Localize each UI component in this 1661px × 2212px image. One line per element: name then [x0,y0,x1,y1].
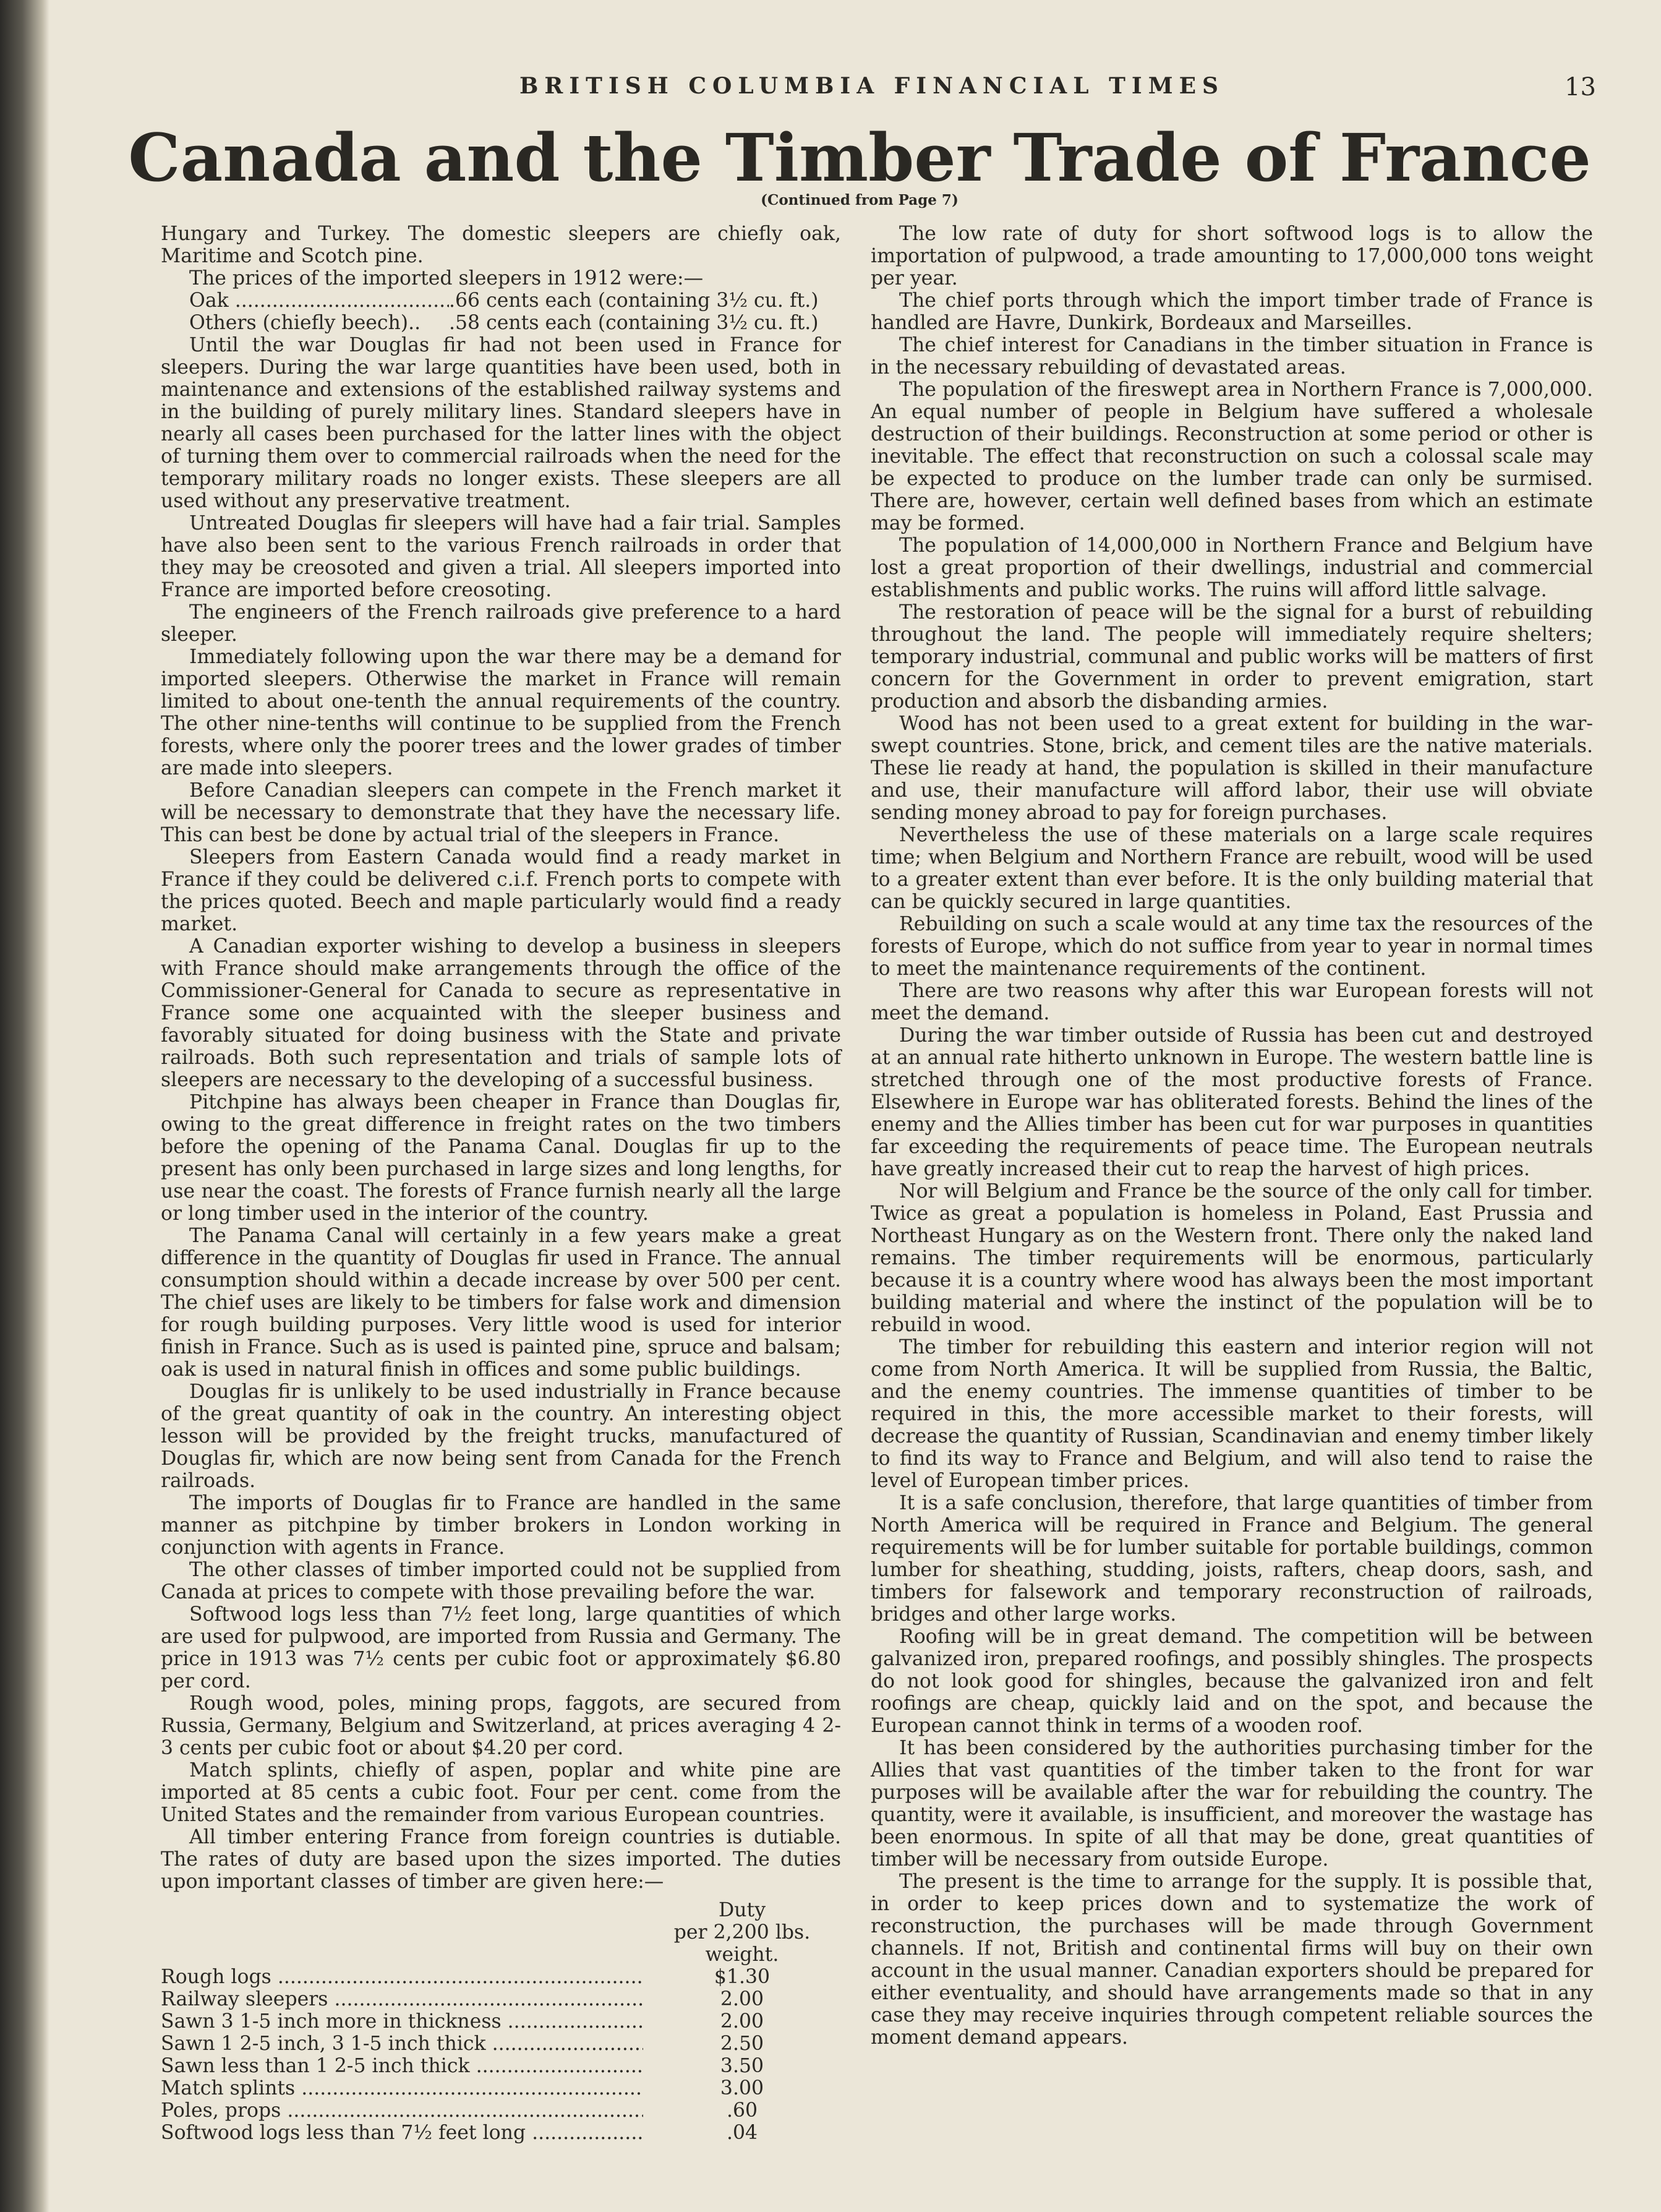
duty-header: per 2,200 lbs. [673,1921,811,1944]
duty-row [161,2033,841,2055]
paragraph: Match splints, chiefly of aspen, poplar and white pine are imported at 85 cents a cubic foot. Four per cent. come from the United States and the remainder from various European countries. [161,1759,841,1826]
price-value: .66 cents each (containing 3½ cu. ft.) [449,289,819,312]
duty-row [161,2077,841,2099]
duty-row [161,2122,841,2144]
article-title: Canada and the Timber Trade of France [128,119,1591,196]
paragraph: The chief ports through which the import timber trade of France is handled are Havre, Dunkirk, Bordeaux and Marseilles. [871,289,1593,334]
duty-value: 2.00 [720,1988,764,2010]
paragraph: Before Canadian sleepers can compete in the French market it will be necessary to demonstrate that they have the necessary life. This can best be done by actual trial of the sleepers in France. [161,779,841,846]
duty-value: $1.30 [714,1966,771,1988]
publication-masthead: BRITISH COLUMBIA FINANCIAL TIMES [519,73,1225,99]
duty-item: Softwood logs less than 7½ feet long ..... [161,2122,643,2144]
page-binding-shadow [0,0,49,2212]
paragraph: Nevertheless the use of these materials on a large scale requires time; when Belgium and Northern France are rebuilt, wood will be used to a greater extent than ever before. It is the only building material that can be quickly secured in large quantities. [871,824,1593,913]
duty-value: 2.50 [720,2033,764,2055]
paragraph: The population of 14,000,000 in Northern France and Belgium have lost a great proportion of their dwellings, industrial and commercial establishments and public works. The ruins will afford little salvage. [871,534,1593,601]
duty-item: Rough logs ..... [161,1966,643,1988]
paragraph: Immediately following upon the war there may be a demand for imported sleepers. Otherwise the market in France will remain limited to about one-tenth the annual requirements of the country. The other nine-tenths will continue to be supplied from the French forests, where only the poorer trees and the lower grades of timber are made into sleepers. [161,646,841,779]
left-column [161,223,841,2144]
paragraph: The timber for rebuilding this eastern and interior region will not come from North America. It will be supplied from Russia, the Baltic, and the enemy countries. The immense quantities of timber to be required in this, the more accessible market to their forests, will decrease the quantity of Russian, Scandinavian and enemy timber likely to find its way to France and Belgium, and will also tend to raise the level of European timber prices. [871,1336,1593,1492]
duty-row [161,1966,841,1988]
duty-row [161,2099,841,2122]
duty-value: 3.00 [720,2077,764,2099]
price-label: Oak ..... [161,289,449,312]
price-value: .58 cents each (containing 3½ cu. ft.) [449,312,819,334]
paragraph: Untreated Douglas fir sleepers will have had a fair trial. Samples have also been sent to the various French railroads in order that they may be creosoted and given a trial. All sleepers imported into France are imported before creosoting. [161,512,841,601]
paragraph: All timber entering France from foreign countries is dutiable. The rates of duty are based upon the sizes imported. The duties upon important classes of timber are given here:— [161,1826,841,1893]
paragraph: Rough wood, poles, mining props, faggots, are secured from Russia, Germany, Belgium and Switzerland, at prices averaging 4 2-3 cents per cubic foot or about $4.20 per cord. [161,1692,841,1759]
paragraph: A Canadian exporter wishing to develop a business in sleepers with France should make arrangements through the office of the Commissioner-General for Canada to secure as representative in France some one acquainted with the sleeper business and favorably situated for doing business with the State and private railroads. Both such representation and trials of sample lots of sleepers are necessary to the developing of a successful business. [161,935,841,1091]
paragraph: The other classes of timber imported could not be supplied from Canada at prices to compete with those prevailing before the war. [161,1559,841,1603]
paragraph: Sleepers from Eastern Canada would find a ready market in France if they could be delivered c.i.f. French ports to compete with the prices quoted. Beech and maple particularly would find a ready market. [161,846,841,935]
paragraph: Nor will Belgium and France be the source of the only call for timber. Twice as great a population is homeless in Poland, East Prussia and Northeast Hungary as on the Western front. There only the naked land remains. The timber requirements will be enormous, particularly because it is a country where wood has always been the most important building material and where the instinct of the population will be to rebuild in wood. [871,1180,1593,1336]
duty-item: Poles, props ..... [161,2099,643,2122]
duty-item: Sawn 1 2-5 inch, 3 1-5 inch thick ..... [161,2033,643,2055]
right-column [871,223,1593,2049]
price-label: Others (chiefly beech).. [189,312,421,334]
duty-item: Sawn 3 1-5 inch more in thickness ..... [161,2010,643,2033]
duty-value: .04 [726,2122,758,2144]
paragraph: Douglas fir is unlikely to be used industrially in France because of the great quantity of oak in the country. An interesting object lesson will be provided by the freight trucks, manufactured of Douglas fir, which are now being sent from Canada for the French railroads. [161,1381,841,1492]
paragraph: The present is the time to arrange for the supply. It is possible that, in order to keep prices down and to systematize the work of reconstruction, the purchases will be made through Government channels. If not, British and continental firms will buy on their own account in the usual manner. Canadian exporters should be prepared for either eventuality, and should have arrangements made so that in any case they may receive inquiries through competent reliable sources the moment demand appears. [871,1871,1593,2049]
price-row [161,289,841,312]
paragraph: The engineers of the French railroads give preference to a hard sleeper. [161,601,841,646]
paragraph: Until the war Douglas fir had not been used in France for sleepers. During the war large quantities have been used, both in maintenance and extensions of the established railway systems and in the building of purely military lines. Standard sleepers have in nearly all cases been purchased for the latter lines with the object of turning them over to commercial railroads when the need for the temporary military roads no longer exists. These sleepers are all used without any preservative treatment. [161,334,841,512]
duty-table [161,1899,841,2144]
paragraph: The imports of Douglas fir to France are handled in the same manner as pitchpine by timber brokers in London working in conjunction with agents in France. [161,1492,841,1559]
duty-item: Railway sleepers ..... [161,1988,643,2010]
duty-row [161,1988,841,2010]
paragraph: The low rate of duty for short softwood logs is to allow the importation of pulpwood, a trade amounting to 17,000,000 tons weight per year. [871,223,1593,289]
duty-value: 2.00 [720,2010,764,2033]
paragraph: Rebuilding on such a scale would at any time tax the resources of the forests of Europe, which do not suffice from year to year in normal times to meet the maintenance requirements of the continent. [871,913,1593,980]
duty-row [161,2055,841,2077]
paragraph: It has been considered by the authorities purchasing timber for the Allies that vast quantities of the timber taken to the front for war purposes will be available after the war for rebuilding the country. The quantity, were it available, is insufficient, and moreover the wastage has been enormous. In spite of all that may be done, great quantities of timber will be necessary from outside Europe. [871,1737,1593,1871]
paragraph: There are two reasons why after this war European forests will not meet the demand. [871,980,1593,1024]
duty-header: weight. [705,1944,779,1966]
paragraph: Wood has not been used to a great extent for building in the war-swept countries. Stone, brick, and cement tiles are the native materials. These lie ready at hand, the population is skilled in their manufacture and use, their manufacture will afford labor, their use will obviate sending money abroad to pay for foreign purchases. [871,713,1593,824]
page-number: 13 [1565,73,1596,101]
duty-row [161,2010,841,2033]
duty-value: 3.50 [720,2055,764,2077]
paragraph: Hungary and Turkey. The domestic sleepers are chiefly oak, Maritime and Scotch pine. [161,223,841,267]
paragraph: Roofing will be in great demand. The competition will be between galvanized iron, prepared roofings, and possibly shingles. The prospects do not look good for shingles, because the galvanized iron and felt roofings are cheap, quickly laid and on the spot, and because the European cannot think in terms of a wooden roof. [871,1626,1593,1737]
price-row [161,312,841,334]
paragraph: Softwood logs less than 7½ feet long, large quantities of which are used for pulpwood, are imported from Russia and Germany. The price in 1913 was 7½ cents per cubic foot or approximately $6.80 per cord. [161,1603,841,1692]
paragraph: The population of the fireswept area in Northern France is 7,000,000. An equal number of people in Belgium have suffered a wholesale destruction of their buildings. Reconstruction at some period or other is inevitable. The effect that reconstruction on such a colossal scale may be expected to produce on the lumber trade can only be surmised. There are, however, certain well defined bases from which an estimate may be formed. [871,379,1593,534]
sleeper-price-list [161,289,841,334]
paragraph: During the war timber outside of Russia has been cut and destroyed at an annual rate hitherto unknown in Europe. The western battle line is stretched through one of the most productive forests of France. Elsewhere in Europe war has obliterated forests. Behind the lines of the enemy and the Allies timber has been cut for war purposes in quantities far exceeding the requirements of peace time. The European neutrals have greatly increased their cut to reap the harvest of high prices. [871,1024,1593,1180]
paragraph: The Panama Canal will certainly in a few years make a great difference in the quantity of Douglas fir used in France. The annual consumption should within a decade increase by over 500 per cent. The chief uses are likely to be timbers for false work and dimension for rough building purposes. Very little wood is used for interior finish in France. Such as is used is painted pine, spruce and balsam; oak is used in natural finish in offices and some public buildings. [161,1225,841,1381]
duty-item: Sawn less than 1 2-5 inch thick ..... [161,2055,643,2077]
duty-header: Duty [719,1899,766,1921]
paragraph: The restoration of peace will be the signal for a burst of rebuilding throughout the land. The people will immediately require shelters; temporary industrial, communal and public works will be matters of first concern for the Government in order to prevent emigration, start production and absorb the disbanding armies. [871,601,1593,713]
paragraph: It is a safe conclusion, therefore, that large quantities of timber from North America will be required in France and Belgium. The general requirements will be for lumber suitable for portable buildings, common lumber for sheathing, studding, joists, rafters, cheap doors, sash, and timbers for falsework and temporary reconstruction of railroads, bridges and other large works. [871,1492,1593,1626]
paragraph: The chief interest for Canadians in the timber situation in France is in the necessary rebuilding of devastated areas. [871,334,1593,379]
prices-intro: The prices of the imported sleepers in 1912 were:— [189,267,704,289]
duty-value: .60 [726,2099,758,2122]
continued-note: (Continued from Page 7) [761,192,959,208]
duty-item: Match splints ..... [161,2077,643,2099]
paragraph: Pitchpine has always been cheaper in France than Douglas fir, owing to the great difference in freight rates on the two timbers before the opening of the Panama Canal. Douglas fir up to the present has only been purchased in large sizes and long lengths, for use near the coast. The forests of France furnish nearly all the large or long timber used in the interior of the country. [161,1091,841,1225]
